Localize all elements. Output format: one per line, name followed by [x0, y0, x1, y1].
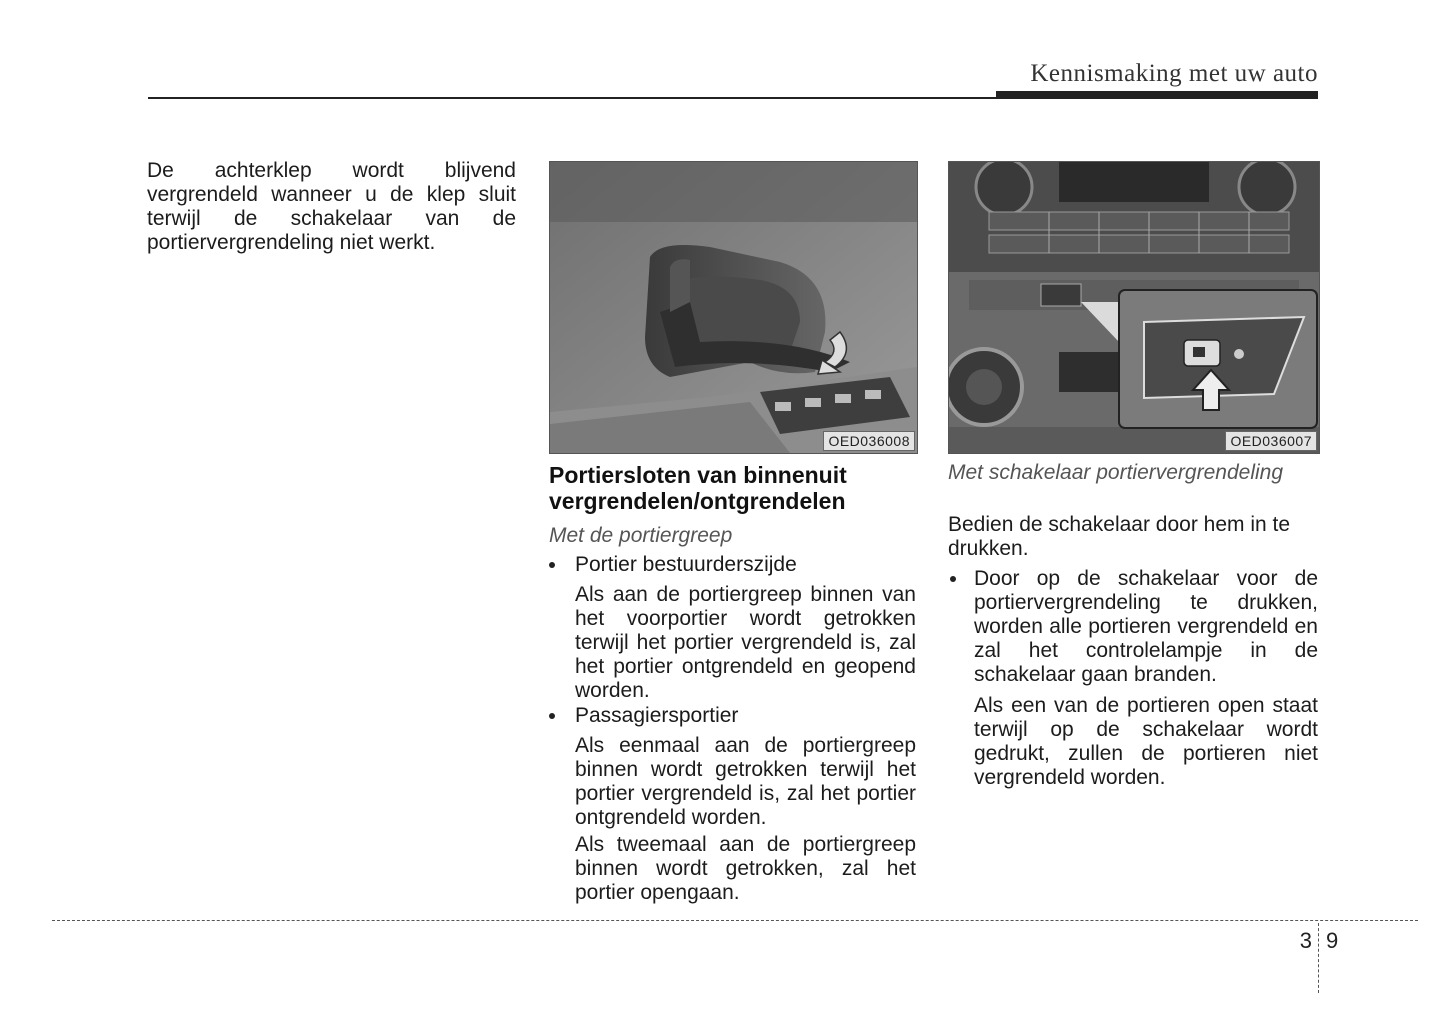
- console-switch-illustration: [949, 162, 1319, 453]
- bullet-label-driver: Portier bestuurderszijde: [575, 553, 797, 576]
- subheading: Met schakelaar portiervergrendeling: [948, 461, 1284, 484]
- bullet-paragraph: Als een van de portieren open staat terwijl op de schakelaar wordt gedrukt, zullen de portieren niet vergrendeld worden.: [974, 694, 1318, 789]
- page-number: 9: [1326, 928, 1339, 953]
- section-heading: Portiersloten van binnenuit vergrendelen/ontgrendelen: [549, 462, 847, 514]
- console-switch-figure: [948, 161, 1320, 454]
- bullet-paragraph: Als aan de portiergreep binnen van het voorportier wordt getrokken terwijl het portier vergrendeld is, zal het portier ontgrendeld en geopend worden.: [575, 583, 916, 702]
- subheading: Met de portiergreep: [549, 524, 733, 547]
- page-section-number: 3: [1299, 928, 1312, 953]
- bullet-label-passenger: Passagiersportier: [575, 704, 739, 727]
- figure-code: OED036007: [1225, 431, 1317, 451]
- door-handle-figure: [549, 161, 918, 454]
- bullet-marker: [549, 713, 555, 719]
- door-handle-illustration: [550, 162, 917, 453]
- bullet-marker: [950, 576, 956, 582]
- figure-code: OED036008: [823, 431, 915, 451]
- header-rule: [148, 97, 1318, 99]
- bullet-paragraph: Als eenmaal aan de portiergreep binnen wordt getrokken terwijl het portier vergrendeld is, zal het portier ontgrendeld worden.: [575, 734, 916, 829]
- footer-rule: [52, 920, 1418, 921]
- bullet-paragraph: Door op de schakelaar voor de portiervergrendeling te drukken, worden alle portieren vergrendeld en zal het controlelampje in de schakelaar gaan branden.: [974, 567, 1318, 686]
- intro-paragraph: De achterklep wordt blijvend vergrendeld wanneer u de klep sluit terwijl de schakelaar van de portiervergrendeling niet werkt.: [147, 159, 516, 254]
- bullet-paragraph: Als tweemaal aan de portiergreep binnen wordt getrokken, zal het portier opengaan.: [575, 833, 916, 904]
- bullet-marker: [549, 562, 555, 568]
- intro-paragraph: Bedien de schakelaar door hem in te drukken.: [948, 513, 1291, 560]
- page-number-separator: [1318, 923, 1319, 993]
- running-header: Kennismaking met uw auto: [1030, 60, 1318, 87]
